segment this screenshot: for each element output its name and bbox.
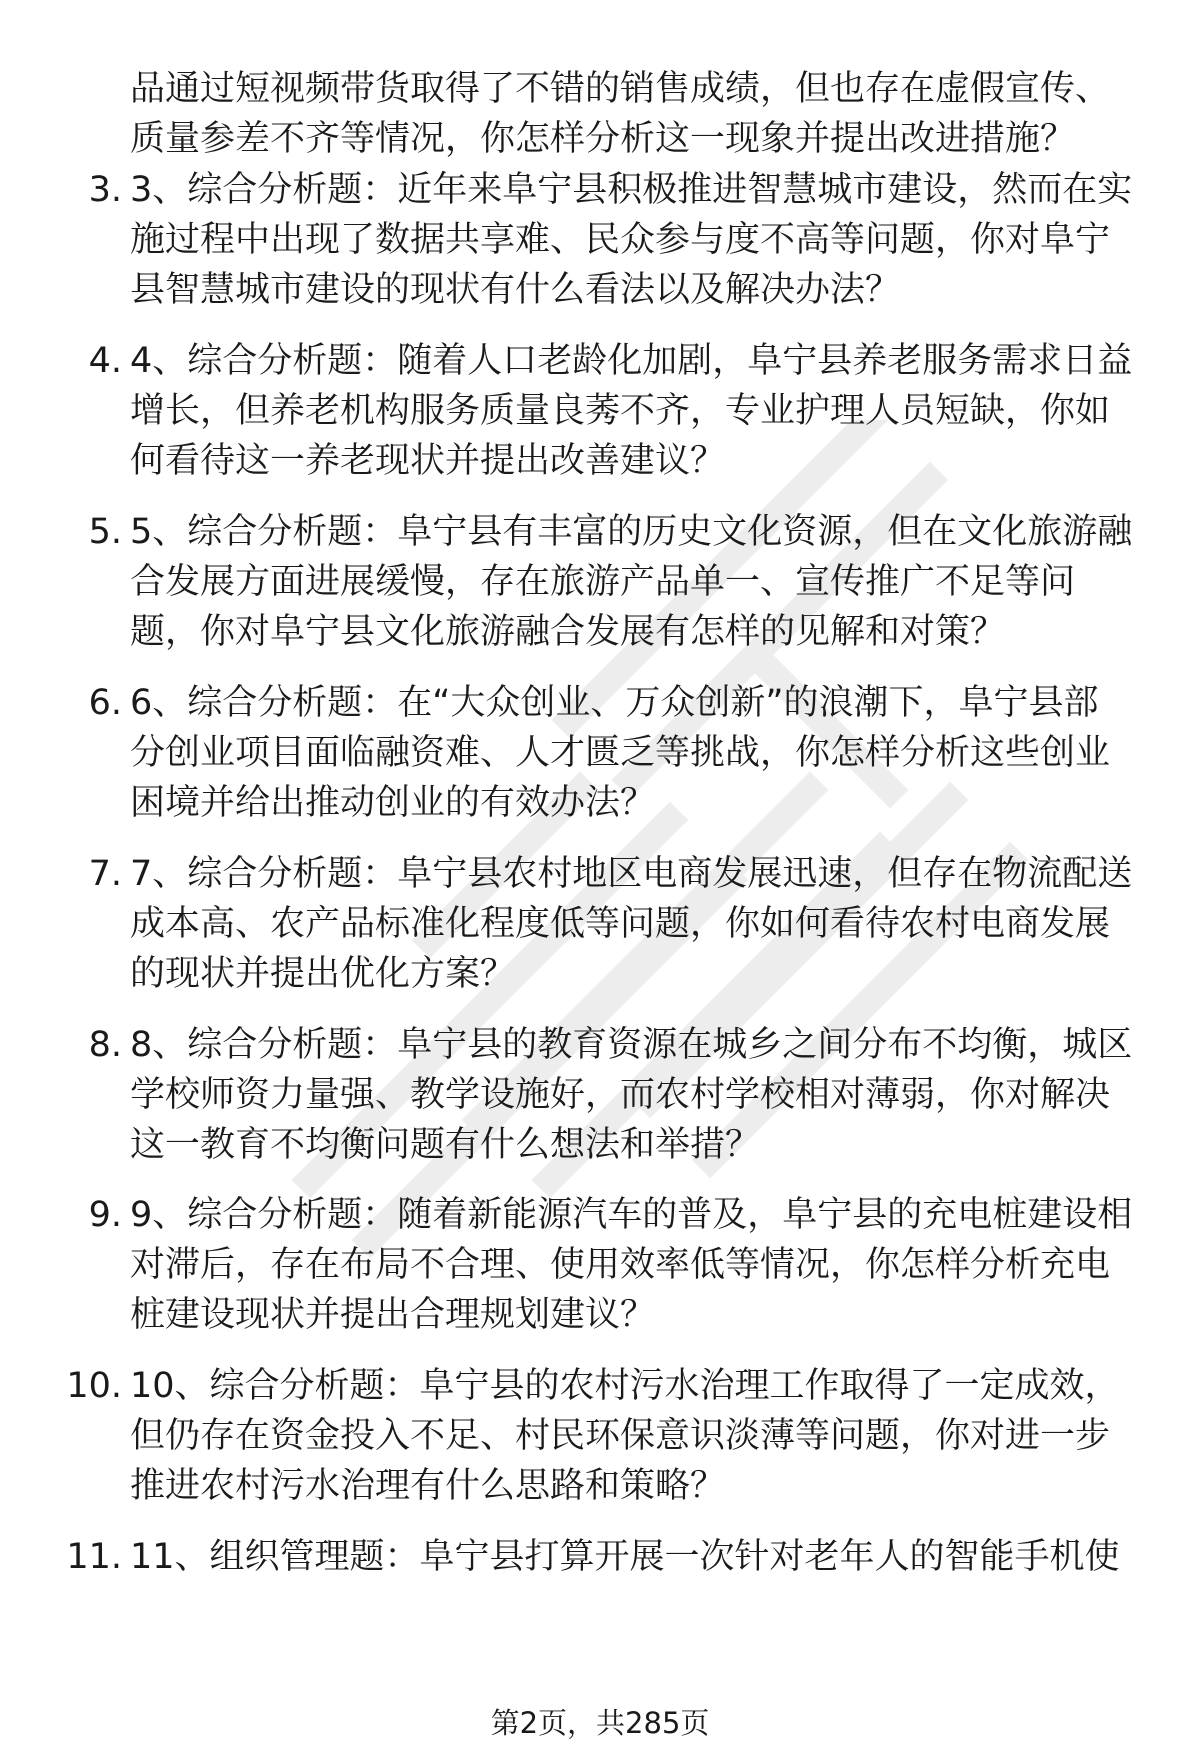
text-line: 桩建设现状并提出合理规划建议？ xyxy=(130,1295,656,1335)
question-text xyxy=(130,678,1170,828)
question-text xyxy=(130,1532,1170,1582)
list-number: 3. xyxy=(88,170,122,210)
list-number: 11. xyxy=(66,1537,122,1577)
question-text xyxy=(130,1190,1170,1340)
text-line: 成本高、农产品标准化程度低等问题，你如何看待农村电商发展 xyxy=(130,904,1111,944)
text-line: 3、综合分析题：近年来阜宁县积极推进智慧城市建设，然而在实 xyxy=(130,170,1133,210)
text-line: 10、综合分析题：阜宁县的农村污水治理工作取得了一定成效， xyxy=(130,1366,1120,1406)
text-line: 的现状并提出优化方案？ xyxy=(130,954,516,994)
text-line: 11、组织管理题：阜宁县打算开展一次针对老年人的智能手机使 xyxy=(130,1537,1120,1577)
text-line: 对滞后，存在布局不合理、使用效率低等情况，你怎样分析充电 xyxy=(130,1245,1111,1285)
list-number: 10. xyxy=(66,1366,122,1406)
text-line: 推进农村污水治理有什么思路和策略？ xyxy=(130,1466,726,1506)
question-text xyxy=(130,1361,1170,1511)
list-number: 4. xyxy=(88,341,122,381)
text-line: 5、综合分析题：阜宁县有丰富的历史文化资源，但在文化旅游融 xyxy=(130,512,1133,552)
text-line: 7、综合分析题：阜宁县农村地区电商发展迅速，但存在物流配送 xyxy=(130,854,1133,894)
text-line: 分创业项目面临融资难、人才匮乏等挑战，你怎样分析这些创业 xyxy=(130,733,1111,773)
text-line: 学校师资力量强、教学设施好，而农村学校相对薄弱，你对解决 xyxy=(130,1075,1111,1115)
text-line: 4、综合分析题：随着人口老龄化加剧，阜宁县养老服务需求日益 xyxy=(130,341,1133,381)
text-line: 质量参差不齐等情况，你怎样分析这一现象并提出改进措施？ xyxy=(130,119,1076,159)
list-number: 6. xyxy=(88,683,122,723)
text-line: 9、综合分析题：随着新能源汽车的普及，阜宁县的充电桩建设相 xyxy=(130,1195,1133,1235)
text-line: 这一教育不均衡问题有什么想法和举措？ xyxy=(130,1125,761,1165)
question-text xyxy=(130,1020,1170,1170)
question-text xyxy=(130,507,1170,657)
question-text xyxy=(130,849,1170,999)
text-line: 题，你对阜宁县文化旅游融合发展有怎样的见解和对策？ xyxy=(130,612,1006,652)
page-number-footer: 第2页，共285页 xyxy=(490,1706,710,1740)
list-number: 8. xyxy=(88,1025,122,1065)
continued-question-text xyxy=(130,64,1170,164)
text-line: 6、综合分析题：在“大众创业、万众创新”的浪潮下，阜宁县部 xyxy=(130,683,1099,723)
text-line: 施过程中出现了数据共享难、民众参与度不高等问题，你对阜宁 xyxy=(130,220,1111,260)
question-text xyxy=(130,165,1170,315)
list-number: 9. xyxy=(88,1195,122,1235)
text-line: 8、综合分析题：阜宁县的教育资源在城乡之间分布不均衡，城区 xyxy=(130,1025,1133,1065)
text-line: 县智慧城市建设的现状有什么看法以及解决办法？ xyxy=(130,270,901,310)
list-number: 5. xyxy=(88,512,122,552)
text-line: 品通过短视频带货取得了不错的销售成绩，但也存在虚假宣传、 xyxy=(130,69,1111,109)
question-text xyxy=(130,336,1170,486)
text-line: 何看待这一养老现状并提出改善建议？ xyxy=(130,441,726,481)
list-number: 7. xyxy=(88,854,122,894)
text-line: 困境并给出推动创业的有效办法？ xyxy=(130,783,656,823)
text-line: 合发展方面进展缓慢，存在旅游产品单一、宣传推广不足等问 xyxy=(130,562,1076,602)
text-line: 但仍存在资金投入不足、村民环保意识淡薄等问题，你对进一步 xyxy=(130,1416,1111,1456)
text-line: 增长，但养老机构服务质量良莠不齐，专业护理人员短缺，你如 xyxy=(130,391,1111,431)
